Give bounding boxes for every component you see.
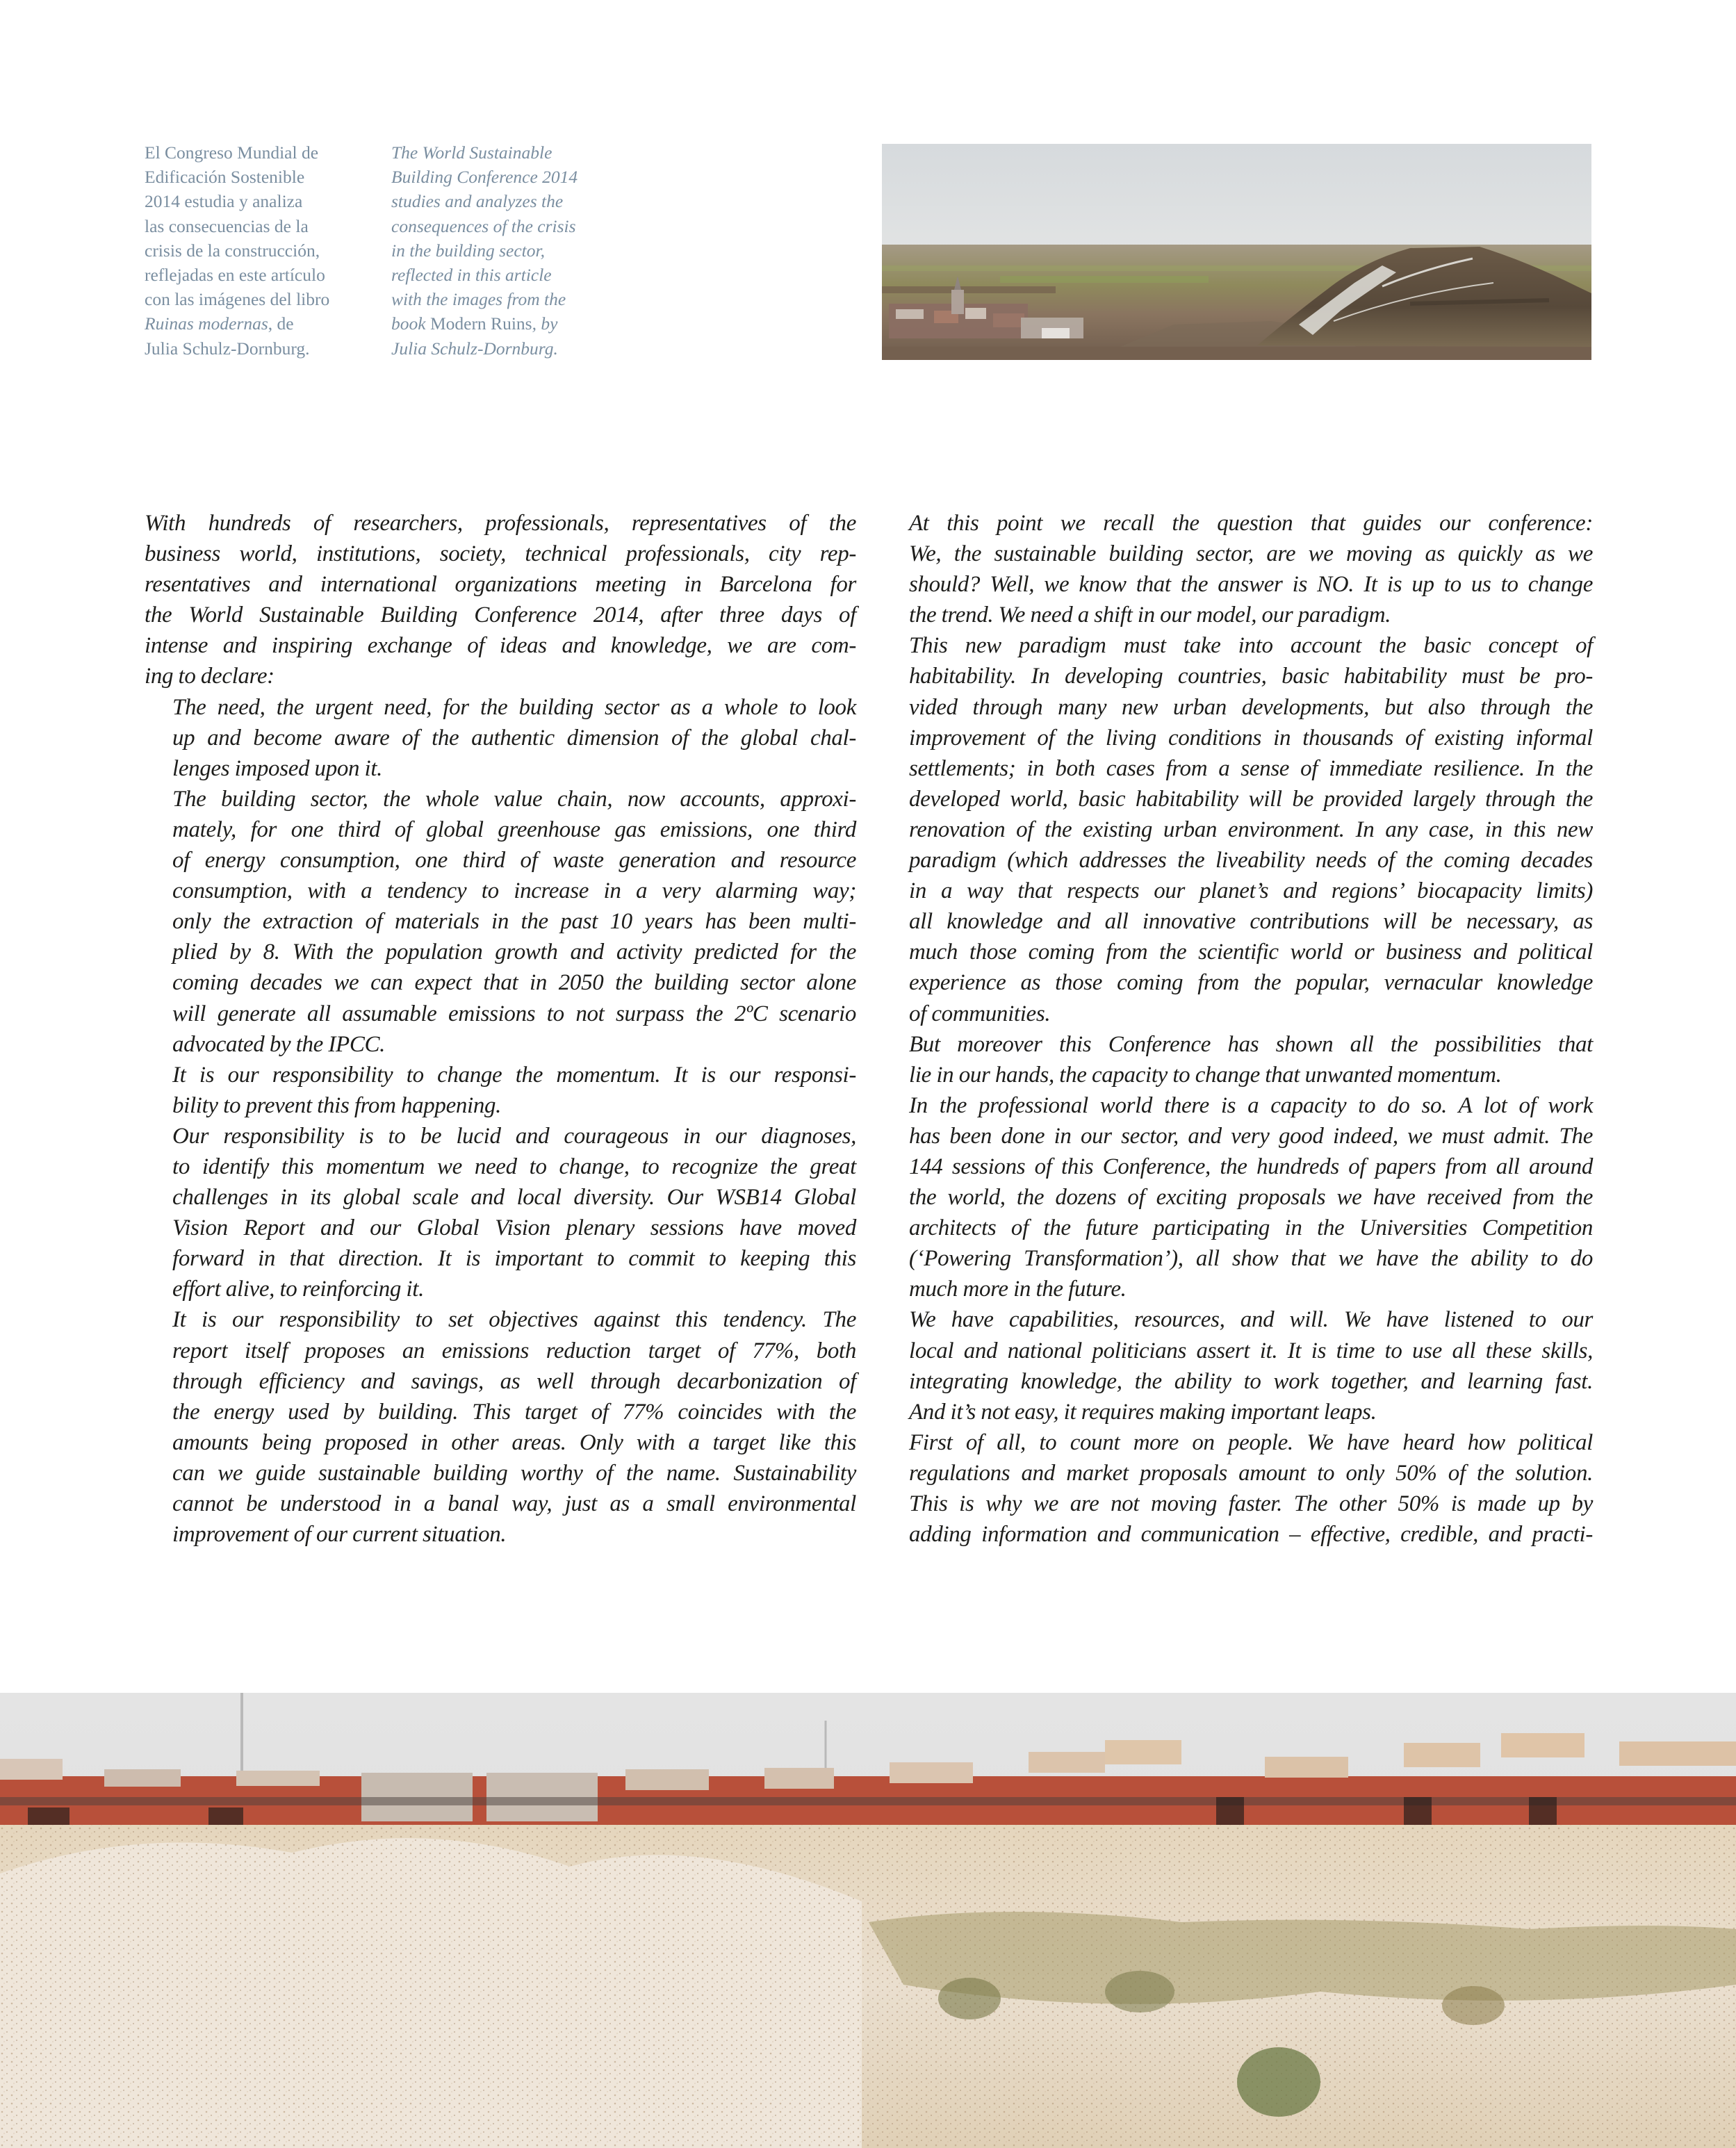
landscape-photo-graphic — [882, 144, 1591, 360]
caption-line: reflected in this article — [391, 265, 552, 286]
article-paragraph — [145, 1060, 856, 1121]
text-line: With hundreds of researchers, professionals, representatives of the — [145, 511, 856, 536]
text-line: has been done in our sector, and very good indeed, we must admit. The — [909, 1123, 1593, 1149]
caption-line: in the building sector, — [391, 240, 545, 261]
text-line: business world, institutions, society, technical professionals, city rep- — [145, 541, 856, 567]
text-line: should? Well, we know that the answer is NO. It is up to us to change — [909, 572, 1593, 598]
text-line: Our responsibility is to be lucid and courageous in our diagnoses, — [172, 1123, 856, 1149]
text-line: all knowledge and all innovative contributions will be necessary, as — [909, 909, 1593, 935]
text-line: the trend. We need a shift in our model, our paradigm. — [909, 602, 1391, 628]
text-line: much more in the future. — [909, 1277, 1127, 1302]
caption-author: Julia Schulz-Dornburg. — [391, 338, 558, 359]
text-line: only the extraction of materials in the past 10 years has been multi- — [172, 909, 856, 935]
caption-line: consequences of the crisis — [391, 215, 576, 236]
text-line: local and national politicians assert it. It is time to use all these skills, — [909, 1338, 1593, 1363]
article-paragraph — [145, 508, 856, 692]
caption-line: con las imágenes del libro — [145, 289, 330, 310]
text-line: Vision Report and our Global Vision plenary sessions have moved — [172, 1215, 856, 1241]
book-title-english: Modern Ruins — [429, 313, 532, 334]
abandoned-development-photo-graphic — [0, 1693, 1736, 2148]
text-line: It is our responsibility to change the momentum. It is our responsi- — [172, 1062, 856, 1088]
article-paragraph — [881, 630, 1593, 1028]
text-line: At this point we recall the question that guides our conference: — [909, 511, 1593, 536]
text-line: forward in that direction. It is important to commit to keeping this — [172, 1246, 856, 1272]
caption-line: las consecuencias de la — [145, 215, 309, 236]
text-line: experience as those coming from the popular, vernacular knowledge — [909, 970, 1593, 996]
text-line: ing to declare: — [145, 664, 275, 689]
text-line: This is why we are not moving faster. The other 50% is made up by — [909, 1491, 1593, 1516]
text-line: mately, for one third of global greenhouse gas emissions, one third — [172, 817, 856, 842]
text-line: will generate all assumable emissions to not surpass the 2ºC scenario — [172, 1001, 856, 1026]
caption-text: , de — [268, 313, 294, 334]
caption-line: The World Sustainable — [391, 142, 552, 163]
text-line: settlements; in both cases from a sense of immediate resilience. In the — [909, 755, 1593, 781]
text-line: 144 sessions of this Conference, the hundreds of papers from all around — [909, 1154, 1593, 1179]
text-line: habitability. In developing countries, basic habitability must be pro- — [909, 664, 1593, 689]
text-line: We, the sustainable building sector, are we moving as quickly as we — [909, 541, 1593, 567]
text-line: And it’s not easy, it requires making important leaps. — [909, 1399, 1377, 1425]
text-line: resentatives and international organizations meeting in Barcelona for — [145, 572, 856, 598]
text-line: amounts being proposed in other areas. Only with a target like this — [172, 1429, 856, 1455]
text-line: (‘Powering Transformation’), all show that we have the ability to do — [909, 1246, 1593, 1272]
caption-line — [145, 311, 353, 336]
text-line: lie in our hands, the capacity to change that unwanted momentum. — [909, 1062, 1502, 1088]
caption-text: book — [391, 313, 430, 334]
caption-line: with the images from the — [391, 289, 566, 310]
text-line: up and become aware of the authentic dimension of the global chal- — [172, 725, 856, 751]
text-line: to identify this momentum we need to change, to recognize the great — [172, 1154, 856, 1179]
article-paragraph — [145, 1121, 856, 1305]
text-line: of energy consumption, one third of waste generation and resource — [172, 848, 856, 874]
article-paragraph — [881, 1427, 1593, 1550]
article-column-right — [881, 508, 1593, 1550]
text-line: The building sector, the whole value chain, now accounts, approxi- — [172, 786, 856, 812]
article-paragraph — [145, 784, 856, 1060]
text-line: challenges in its global scale and local diversity. Our WSB14 Global — [172, 1185, 856, 1211]
text-line: regulations and market proposals amount to only 50% of the solution. — [909, 1460, 1593, 1486]
text-line: through efficiency and savings, as well through decarbonization of — [172, 1368, 856, 1394]
text-line: improvement of the living conditions in thousands of existing informal — [909, 725, 1593, 751]
text-line: the world, the dozens of exciting proposals we have received from the — [909, 1185, 1593, 1211]
caption-line — [391, 311, 621, 336]
article-paragraph — [145, 692, 856, 784]
book-title-spanish: Ruinas modernas — [145, 313, 268, 334]
caption-line: El Congreso Mundial de — [145, 142, 319, 163]
article-paragraph — [881, 1029, 1593, 1090]
text-line: bility to prevent this from happening. — [172, 1092, 502, 1118]
text-line: in a way that respects our planet’s and regions’ biocapacity limits) — [909, 878, 1593, 904]
text-line: paradigm (which addresses the liveability needs of the coming decades — [909, 848, 1593, 874]
text-line: improvement of our current situation. — [172, 1522, 507, 1548]
text-line: advocated by the IPCC. — [172, 1031, 386, 1057]
text-line: plied by 8. With the population growth and activity predicted for the — [172, 940, 856, 965]
landscape-photo — [882, 144, 1591, 360]
article-paragraph — [881, 1090, 1593, 1305]
text-line: The need, the urgent need, for the building sector as a whole to look — [172, 694, 856, 720]
article-paragraph — [145, 1304, 856, 1550]
article-paragraph — [881, 508, 1593, 630]
text-line: consumption, with a tendency to increase in a very alarming way; — [172, 878, 856, 904]
text-line: developed world, basic habitability will be provided largely through the — [909, 786, 1593, 812]
text-line: much those coming from the scientific world or business and political — [909, 940, 1593, 965]
text-line: It is our responsibility to set objectives against this tendency. The — [172, 1307, 856, 1333]
text-line: architects of the future participating in the Universities Competition — [909, 1215, 1593, 1241]
text-line: of communities. — [909, 1001, 1051, 1026]
text-line: cannot be understood in a banal way, just as a small environmental — [172, 1491, 856, 1516]
caption-line: Edificación Sostenible — [145, 167, 305, 188]
caption-english — [391, 140, 621, 361]
text-line: adding information and communication – effective, credible, and practi- — [909, 1522, 1593, 1548]
text-line: In the professional world there is a capacity to do so. A lot of work — [909, 1092, 1593, 1118]
text-line: report itself proposes an emissions reduction target of 77%, both — [172, 1338, 856, 1363]
text-line: integrating knowledge, the ability to work together, and learning fast. — [909, 1368, 1593, 1394]
caption-author: Julia Schulz-Dornburg. — [145, 338, 310, 359]
caption-line: reflejadas en este artículo — [145, 265, 325, 286]
text-line: renovation of the existing urban environment. In any case, in this new — [909, 817, 1593, 842]
text-line: coming decades we can expect that in 2050 the building sector alone — [172, 970, 856, 996]
caption-line: crisis de la construcción, — [145, 240, 320, 261]
text-line: lenges imposed upon it. — [172, 755, 383, 781]
caption-line: Building Conference 2014 — [391, 167, 578, 188]
text-line: vided through many new urban developments, but also through the — [909, 694, 1593, 720]
text-line: the energy used by building. This target of 77% coincides with the — [172, 1399, 856, 1425]
text-line: can we guide sustainable building worthy of the name. Sustainability — [172, 1460, 856, 1486]
text-line: But moreover this Conference has shown all the possibilities that — [909, 1031, 1593, 1057]
abandoned-development-photo — [0, 1693, 1736, 2148]
text-line: This new paradigm must take into account the basic concept of — [909, 633, 1593, 659]
caption-text: , by — [532, 313, 558, 334]
text-line: intense and inspiring exchange of ideas and knowledge, we are com- — [145, 633, 856, 659]
text-line: effort alive, to reinforcing it. — [172, 1277, 424, 1302]
article-paragraph — [881, 1304, 1593, 1427]
caption-spanish — [145, 140, 353, 361]
text-line: the World Sustainable Building Conference 2014, after three days of — [145, 602, 856, 628]
caption-line: 2014 estudia y analiza — [145, 191, 303, 212]
text-line: We have capabilities, resources, and will. We have listened to our — [909, 1307, 1593, 1333]
article-column-left — [145, 508, 856, 1550]
text-line: First of all, to count more on people. We have heard how political — [909, 1429, 1593, 1455]
caption-line: studies and analyzes the — [391, 191, 564, 212]
